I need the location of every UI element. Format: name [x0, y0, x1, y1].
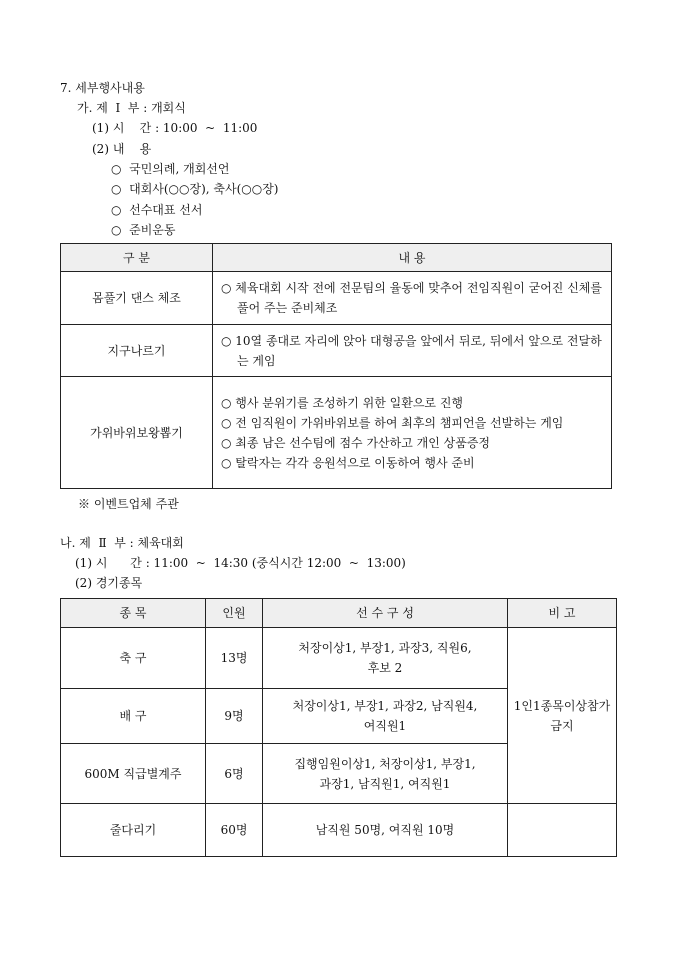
program-name: 가위바위보왕뽑기	[61, 377, 213, 489]
table-header: 비 고	[508, 599, 617, 628]
event-remark: 금지	[550, 718, 574, 733]
table-row	[61, 628, 617, 689]
event-count: 6명	[206, 744, 263, 804]
part1-item: ○ 준비운동	[111, 223, 176, 237]
part1-heading: 가. 제 Ⅰ 부 : 개회식	[77, 101, 186, 115]
organizer-note: ※ 이벤트업체 주관	[78, 497, 179, 511]
table-row	[61, 804, 617, 857]
event-count: 9명	[206, 689, 263, 744]
table-header: 인원	[206, 599, 263, 628]
table-header: 내 용	[213, 244, 612, 272]
event-name: 줄다리기	[61, 804, 206, 857]
table-header: 구 분	[61, 244, 213, 272]
event-remark: 1인1종목이상참가	[513, 698, 611, 713]
event-count: 60명	[206, 804, 263, 857]
part2-events-label: (2) 경기종목	[75, 576, 143, 590]
table-row	[61, 272, 612, 325]
event-composition: 처장이상1, 부장1, 과장3, 직원6,	[298, 641, 472, 655]
event-remark-empty	[508, 804, 617, 857]
program-name: 지구나르기	[61, 325, 213, 377]
program-desc: ○ 행사 분위기를 조성하기 위한 일환으로 진행	[221, 395, 464, 410]
events-table	[60, 598, 617, 857]
opening-program-table	[60, 243, 612, 489]
table-header: 종 목	[61, 599, 206, 628]
event-name: 축 구	[61, 628, 206, 689]
event-composition: 처장이상1, 부장1, 과장2, 남직원4,	[292, 699, 478, 713]
event-composition: 후보 2	[367, 661, 403, 675]
event-composition: 남직원 50명, 여직원 10명	[263, 804, 508, 857]
program-name: 몸풀기 댄스 체조	[61, 272, 213, 325]
event-composition: 집행임원이상1, 처장이상1, 부장1,	[294, 756, 476, 771]
program-desc: ○ 10열 종대로 자리에 앉아 대형공을 앞에서 뒤로, 뒤에서 앞으로 전달하는 게임	[221, 333, 602, 368]
table-row	[61, 377, 612, 489]
part1-item: ○ 국민의례, 개회선언	[111, 162, 230, 176]
part2-time: (1) 시 간 : 11:00 ~ 14:30 (중식시간 12:00 ~ 13:00)	[75, 556, 406, 570]
section-title: 7. 세부행사내용	[60, 81, 145, 95]
part1-item: ○ 대회사(○○장), 축사(○○장)	[111, 182, 279, 196]
event-count: 13명	[206, 628, 263, 689]
event-name: 배 구	[61, 689, 206, 744]
part1-item: ○ 선수대표 선서	[111, 203, 203, 217]
program-desc: ○ 탈락자는 각각 응원석으로 이동하여 행사 준비	[221, 455, 475, 470]
part1-content-label: (2) 내 용	[92, 142, 152, 156]
event-composition: 과장1, 남직원1, 여직원1	[319, 776, 451, 791]
table-row	[61, 325, 612, 377]
program-desc: ○ 최종 남은 선수팀에 점수 가산하고 개인 상품증정	[221, 435, 491, 450]
part2-heading: 나. 제 Ⅱ 부 : 체육대회	[60, 536, 184, 550]
program-desc: ○ 체육대회 시작 전에 전문팀의 율동에 맞추어 전임직원이 굳어진 신체를 풀어 주는 준비체조	[221, 281, 602, 315]
program-desc: ○ 전 임직원이 가위바위보를 하여 최후의 챔피언을 선발하는 게임	[221, 415, 564, 430]
event-composition: 여직원1	[363, 719, 407, 733]
part1-time: (1) 시 간 : 10:00 ~ 11:00	[92, 121, 258, 135]
table-header: 선 수 구 성	[263, 599, 508, 628]
event-name: 600M 직급별계주	[61, 744, 206, 804]
